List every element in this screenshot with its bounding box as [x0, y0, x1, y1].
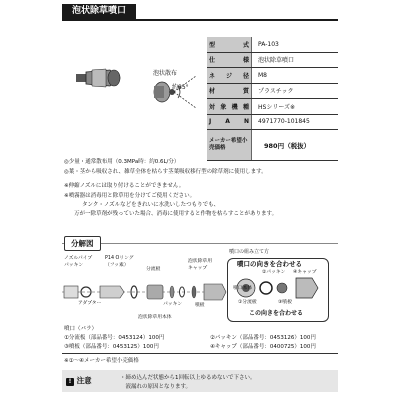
warning-title-text: 注意 — [76, 376, 92, 385]
label-distributor: 分流板 — [146, 267, 161, 272]
spec-value: PA-103 — [252, 37, 339, 52]
spec-row-model — [207, 37, 338, 52]
spec-value: M8 — [252, 68, 339, 84]
nozzle-right-view — [154, 76, 196, 108]
inset-bottom-text: この向きを合わせる — [249, 310, 304, 317]
spec-row-type — [207, 52, 338, 68]
spec-row-thread — [207, 68, 338, 84]
parts-footnote: ※①～④メーカー希望小売価格 — [64, 358, 139, 364]
spec-row-jan — [207, 114, 338, 130]
spray-label: 泡状散布 — [153, 70, 178, 77]
spec-value: プラスチック — [252, 83, 339, 99]
inset-nozzle-label: ③噴板 — [278, 300, 292, 305]
label-adapter: アダプター — [78, 301, 102, 306]
spec-row-models — [207, 99, 338, 115]
label-body: 泡状除草用本体 — [138, 315, 172, 320]
spec-key: 仕 様 — [207, 52, 252, 68]
inset-caption: 噴口の組み立て方 — [229, 249, 270, 255]
section-divider — [62, 243, 338, 244]
parts-item: ④キャップ（部品番号：0400725）100円 — [210, 344, 316, 350]
packing-icon — [260, 282, 272, 294]
spec-key: J A N — [207, 114, 252, 130]
note-line: ※伸縮ノズルには取り付けることができません。 — [64, 183, 185, 189]
nozzle-left-view — [76, 69, 120, 87]
spec-key: 対象機種 — [207, 99, 252, 115]
parts-divider — [62, 353, 338, 354]
spec-row-material — [207, 83, 338, 99]
label-oring: P14 Oリング （フッ素） — [105, 256, 134, 268]
note-line: ※噴霧器は消毒用と除草用を分けてご使用ください。 — [64, 193, 196, 199]
section-title-tab: 泡状除草噴口 — [62, 4, 136, 19]
spec-key: 材 質 — [207, 83, 252, 99]
label-cap: 泡状除草用 キャップ — [188, 259, 212, 271]
spec-key: 型 式 — [207, 37, 252, 52]
parts-item: ①分流板（部品番号：0453124）100円 — [64, 335, 165, 341]
warning-icon: ! — [66, 378, 74, 386]
note-line: ◎葉・茎から吸収され、雑草全体を枯らす茎葉吸収移行型の除草剤に使用します。 — [64, 169, 267, 175]
spec-value: HSシリーズ※ — [252, 99, 339, 115]
inset-distributor-label: ①分流板 — [238, 300, 257, 305]
inset-title: 噴口の向きを合わせる — [237, 260, 302, 268]
spec-value: 泡状除草噴口 — [252, 52, 339, 68]
label-tip: 噴板 — [195, 303, 205, 308]
spec-row-price — [207, 130, 338, 161]
pipe-part — [64, 286, 78, 298]
inset-body-label: 噴口本体 — [233, 286, 253, 291]
inset-packing-label: ②パッキン — [262, 270, 286, 275]
spec-table — [207, 37, 338, 161]
cap-icon — [296, 278, 318, 298]
tip-icon — [277, 283, 287, 293]
section-title: 分解図 — [64, 236, 101, 251]
angle-label: 約85° — [172, 84, 189, 91]
spec-value: 4971770-101845 — [252, 114, 339, 130]
tip-part — [192, 286, 196, 298]
note-line: タンク・ノズルなどをきれいに水洗いしたつもりでも、 — [82, 202, 220, 208]
cap-part — [204, 284, 226, 300]
spec-key: メーカー希望小売価格 — [207, 130, 252, 161]
warning-line: ・締め込んだ状態から1回転以上ゆるめないで下さい。 — [120, 375, 256, 381]
spec-value: 980円（税抜） — [252, 130, 339, 161]
adapter-part — [100, 286, 124, 298]
label-packing: パッキン — [163, 302, 183, 307]
parts-item: ③噴板（部品番号：0453125）100円 — [64, 344, 159, 350]
spec-key: ネジ径 — [207, 68, 252, 84]
warning-title — [66, 375, 92, 386]
title-underline — [62, 19, 338, 21]
warning-line: 液漏れの原因となります。 — [120, 384, 192, 390]
body-part — [147, 285, 163, 299]
note-line: 万が一除草剤が残っていた場合、消毒に使用すると作物を枯らすことがあります。 — [74, 211, 278, 217]
inset-cap-label: ④キャップ — [293, 270, 317, 275]
parts-item: ②パッキン（部品番号：0453126）100円 — [210, 335, 316, 341]
distributor-part — [170, 286, 174, 298]
label-pipe-packing: ノズルパイプ パッキン — [64, 256, 93, 268]
parts-header: 噴口（バラ） — [64, 326, 98, 332]
note-line: ◎少量・通常散布用（0.3MPa時：約0.6L/分） — [64, 159, 180, 165]
